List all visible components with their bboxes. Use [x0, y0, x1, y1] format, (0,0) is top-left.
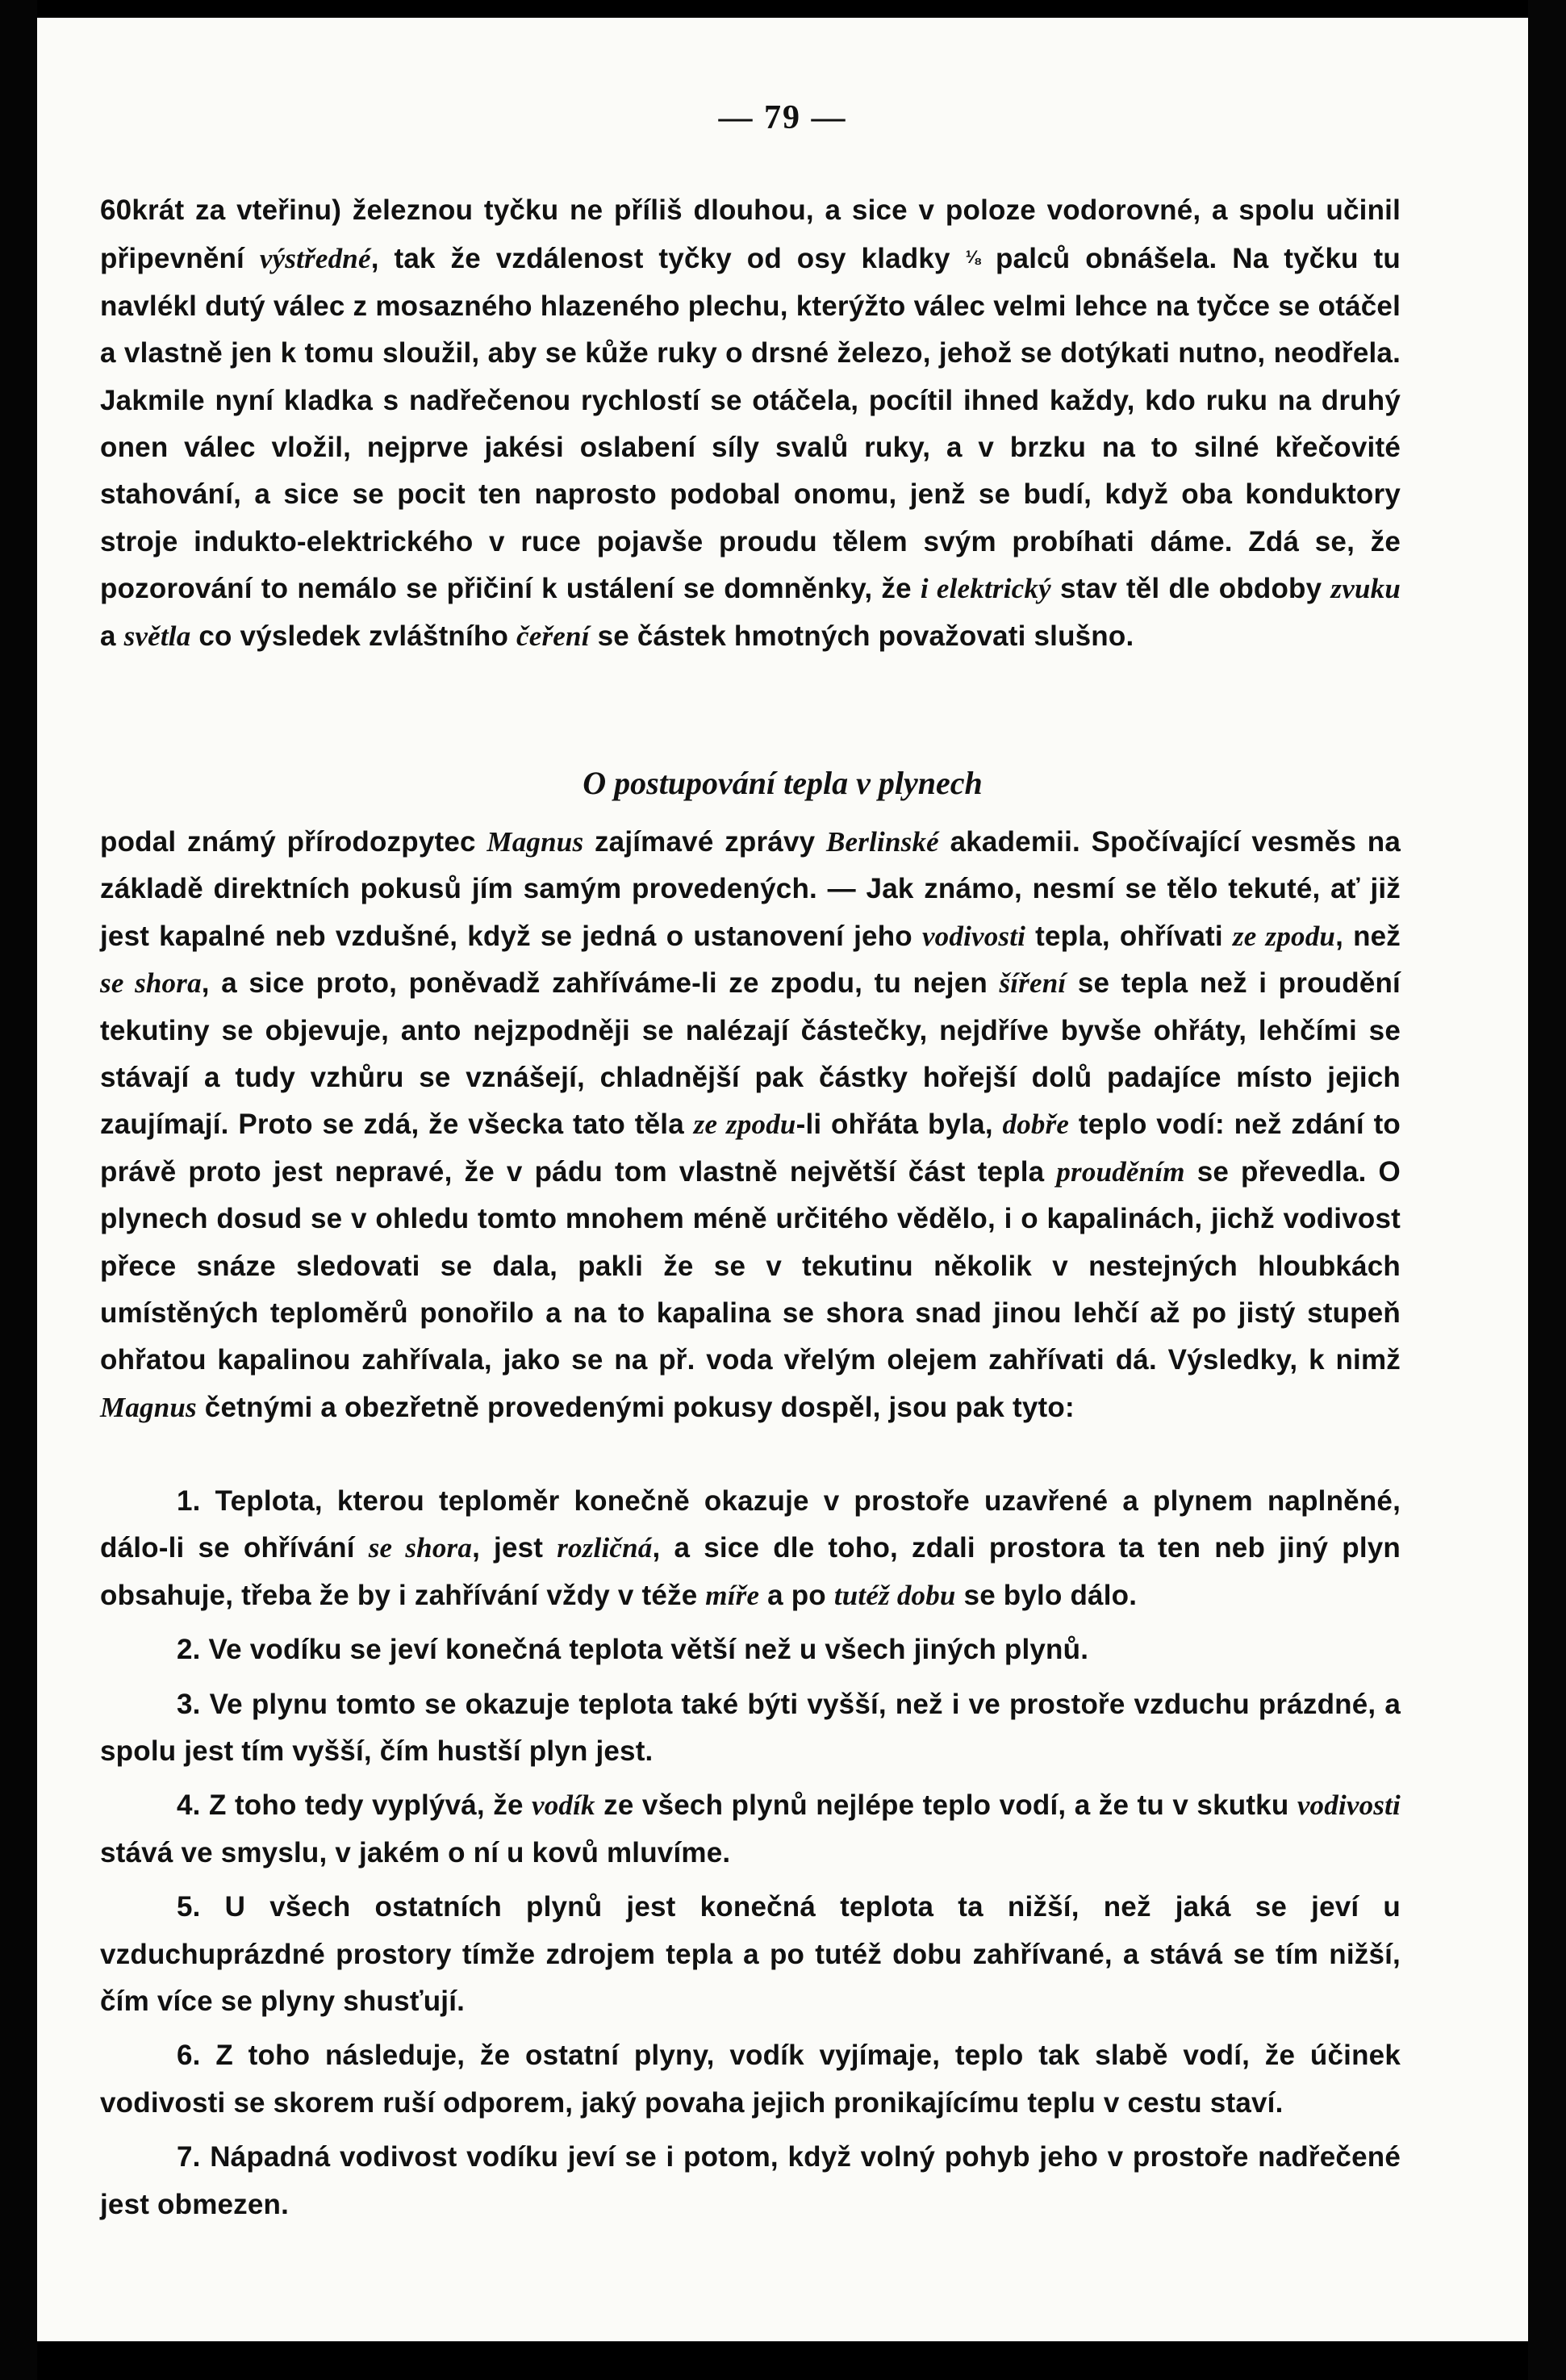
text-run: četnými a obezřetně provedenými pokusy dospěl, jsou pak tyto:: [196, 1391, 1075, 1423]
emphasized-text: míře: [705, 1579, 760, 1611]
text-run: stává ve smyslu, v jakém o ní u kovů mluvíme.: [100, 1836, 731, 1869]
text-run: teplo vodí: než zdání to právě proto jest nepravé, že v pádu tom vlastně největší část tepla: [100, 1109, 1401, 1188]
emphasized-text: Magnus: [487, 826, 584, 858]
emphasized-text: tutéž dobu: [833, 1579, 956, 1611]
text-run: , a sice proto, poněvadž zahříváme-li ze zpodu, tu nejen: [201, 967, 1000, 1000]
emphasized-text: se shora: [368, 1532, 473, 1564]
text-run: 5. U všech ostatních plynů jest konečná teplota ta nižší, než jaká se jeví u vzduchuprázdné prostory tímže zdrojem tepla a po tutéž dobu zahřívané, a stává se tím nižší, čím více se plyny shusťují.: [100, 1891, 1401, 2018]
text-run: podal známý přírodozpytec: [100, 826, 487, 858]
text-run: a po: [759, 1579, 834, 1611]
text-run: 1. Teplota, kterou teploměr konečně okazuje v prostoře uzavřené a plynem naplněné, dálo-li se ohřívání: [100, 1485, 1401, 1564]
text-run: stav těl dle obdoby: [1050, 573, 1331, 605]
text-run: , jest: [472, 1532, 557, 1564]
page-number: — 79 —: [718, 99, 847, 136]
list-item: [100, 2134, 1401, 2228]
emphasized-text: rozličná: [557, 1532, 653, 1564]
text-run: , než: [1335, 920, 1401, 952]
emphasized-text: se shora: [100, 967, 202, 1000]
text-run: 7. Nápadná vodivost vodíku jeví se i potom, když volný pohyb jeho v prostoře nadřečené jest obmezen.: [100, 2141, 1401, 2220]
scan-border-right: [1528, 0, 1566, 2380]
text-run: tepla, ohřívati: [1025, 920, 1233, 952]
document-page: [37, 18, 1528, 2341]
text-run: palců obnášela. Na tyčku tu navlékl dutý válec z mosazného hlazeného plechu, kterýžto válec velmi lehce na tyčce se otáčel a vlastně jen k tomu sloužil, aby se kůže ruky o drsné železo, jehož se dotýkati nutno, neodřela. Jakmile nyní kladka s nadřečenou rychlostí se otáčela, pocítil ihned každy, kdo ruku na druhý onen válec vložil, nejprve jakési oslabení síly svalů ruky, a v brzku na to silné křečovité stahování, a sice se pocit ten naprosto podobal onomu, jenž se budí, když oba konduktory stroje indukto-elektrického v ruce pojavše proudu tělem svým probíhati dáme. Zdá se, že pozorování to nemálo se přičiní k ustálení se domněnky, že: [100, 243, 1401, 605]
emphasized-text: zvuku: [1330, 573, 1401, 605]
emphasized-text: ze zpodu: [693, 1109, 796, 1141]
emphasized-text: Berlinské: [826, 826, 939, 858]
emphasized-text: prouděním: [1056, 1155, 1185, 1188]
text-run: , tak že vzdálenost tyčky od osy kladky: [370, 243, 966, 275]
list-item: [100, 1478, 1401, 1619]
body-paragraph: [100, 819, 1401, 1431]
text-run: 2. Ve vodíku se jeví konečná teplota větší než u všech jiných plynů.: [177, 1634, 1089, 1666]
emphasized-text: Magnus: [100, 1391, 197, 1423]
text-run: ze všech plynů nejlépe teplo vodí, a že tu v skutku: [595, 1789, 1297, 1822]
emphasized-text: vodivosti: [1297, 1789, 1401, 1822]
text-run: se bylo dálo.: [955, 1579, 1138, 1611]
emphasized-text: vodivosti: [921, 920, 1026, 952]
text-run: se částek hmotných považovati slušno.: [589, 620, 1134, 652]
body-paragraph: [100, 187, 1401, 660]
section-heading: O postupování tepla v plynech: [583, 765, 983, 801]
text-run: 60krát za vteřinu) železnou tyčku ne příliš dlouhou, a sice v poloze vodorovné, a spolu učinil připevnění: [100, 194, 1401, 275]
list-item: [100, 1681, 1401, 1776]
text-run: co výsledek zvláštního: [190, 620, 517, 652]
emphasized-text: ze zpodu: [1232, 920, 1336, 952]
emphasized-text: i elektrický: [920, 573, 1051, 605]
emphasized-text: výstředné: [259, 243, 371, 275]
text-run: se tepla než i proudění tekutiny se objevuje, anto nejzpodněji se nalézají částečky, nejdříve byvše ohřáty, lehčími se stávají a tudy vzhůru se vznášejí, chladnější pak částky hořejší dolů padajíce místo jejich zaujímají. Proto se zdá, že všecka tato těla: [100, 967, 1401, 1141]
emphasized-text: čeření: [516, 620, 590, 652]
list-item: [100, 1884, 1401, 2025]
numbered-list: [100, 1478, 1401, 2236]
list-item: [100, 1782, 1401, 1877]
emphasized-text: šíření: [999, 967, 1067, 1000]
emphasized-text: světla: [123, 620, 191, 652]
emphasized-text: vodík: [532, 1789, 595, 1822]
text-run: 4. Z toho tedy vyplývá, že: [177, 1789, 532, 1822]
text-run: a: [100, 620, 124, 652]
text-run: 6. Z toho následuje, že ostatní plyny, vodík vyjímaje, teplo tak slabě vodí, že účinek vodivosti se skorem ruší odporem, jaký povaha jejich pronikajícímu teplu v cestu staví.: [100, 2040, 1401, 2119]
list-item: [100, 1626, 1401, 1673]
text-run: se převedla. O plynech dosud se v ohledu tomto mnohem méně určitého vědělo, i o kapalinách, jichž vodivost přece snáze sledovati se dala, pakli že se v tekutinu několik v nestejných hloubkách umístěných teploměrů ponořilo a na to kapalina se shora snad jinou lehčí až po jistý stupeň ohřatou kapalinou zahřívala, jako se na př. voda vřelým olejem zahřívati dá. Výsledky, k nimž: [100, 1155, 1401, 1376]
emphasized-text: dobře: [1002, 1109, 1070, 1141]
text-run: zajímavé zprávy: [583, 826, 827, 858]
text-run: 3. Ve plynu tomto se okazuje teplota také býti vyšší, než i ve prostoře vzduchu prázdné, a spolu jest tím vyšší, čím hustší plyn jest.: [100, 1688, 1401, 1768]
text-run: akademii. Spočívající vesměs na základě direktních pokusů jím samým provedených. — Jak známo, nesmí se tělo tekuté, ať již jest kapalné neb vzdušné, když se jedná o ustanovení jeho: [100, 826, 1401, 952]
fraction: ⅛: [965, 247, 981, 268]
text-run: , a sice dle toho, zdali prostora ta ten neb jiný plyn obsahuje, třeba že by i zahřívání vždy v téže: [100, 1532, 1401, 1611]
scan-border-left: [0, 0, 37, 2380]
text-run: -li ohřáta byla,: [796, 1109, 1003, 1141]
list-item: [100, 2032, 1401, 2127]
